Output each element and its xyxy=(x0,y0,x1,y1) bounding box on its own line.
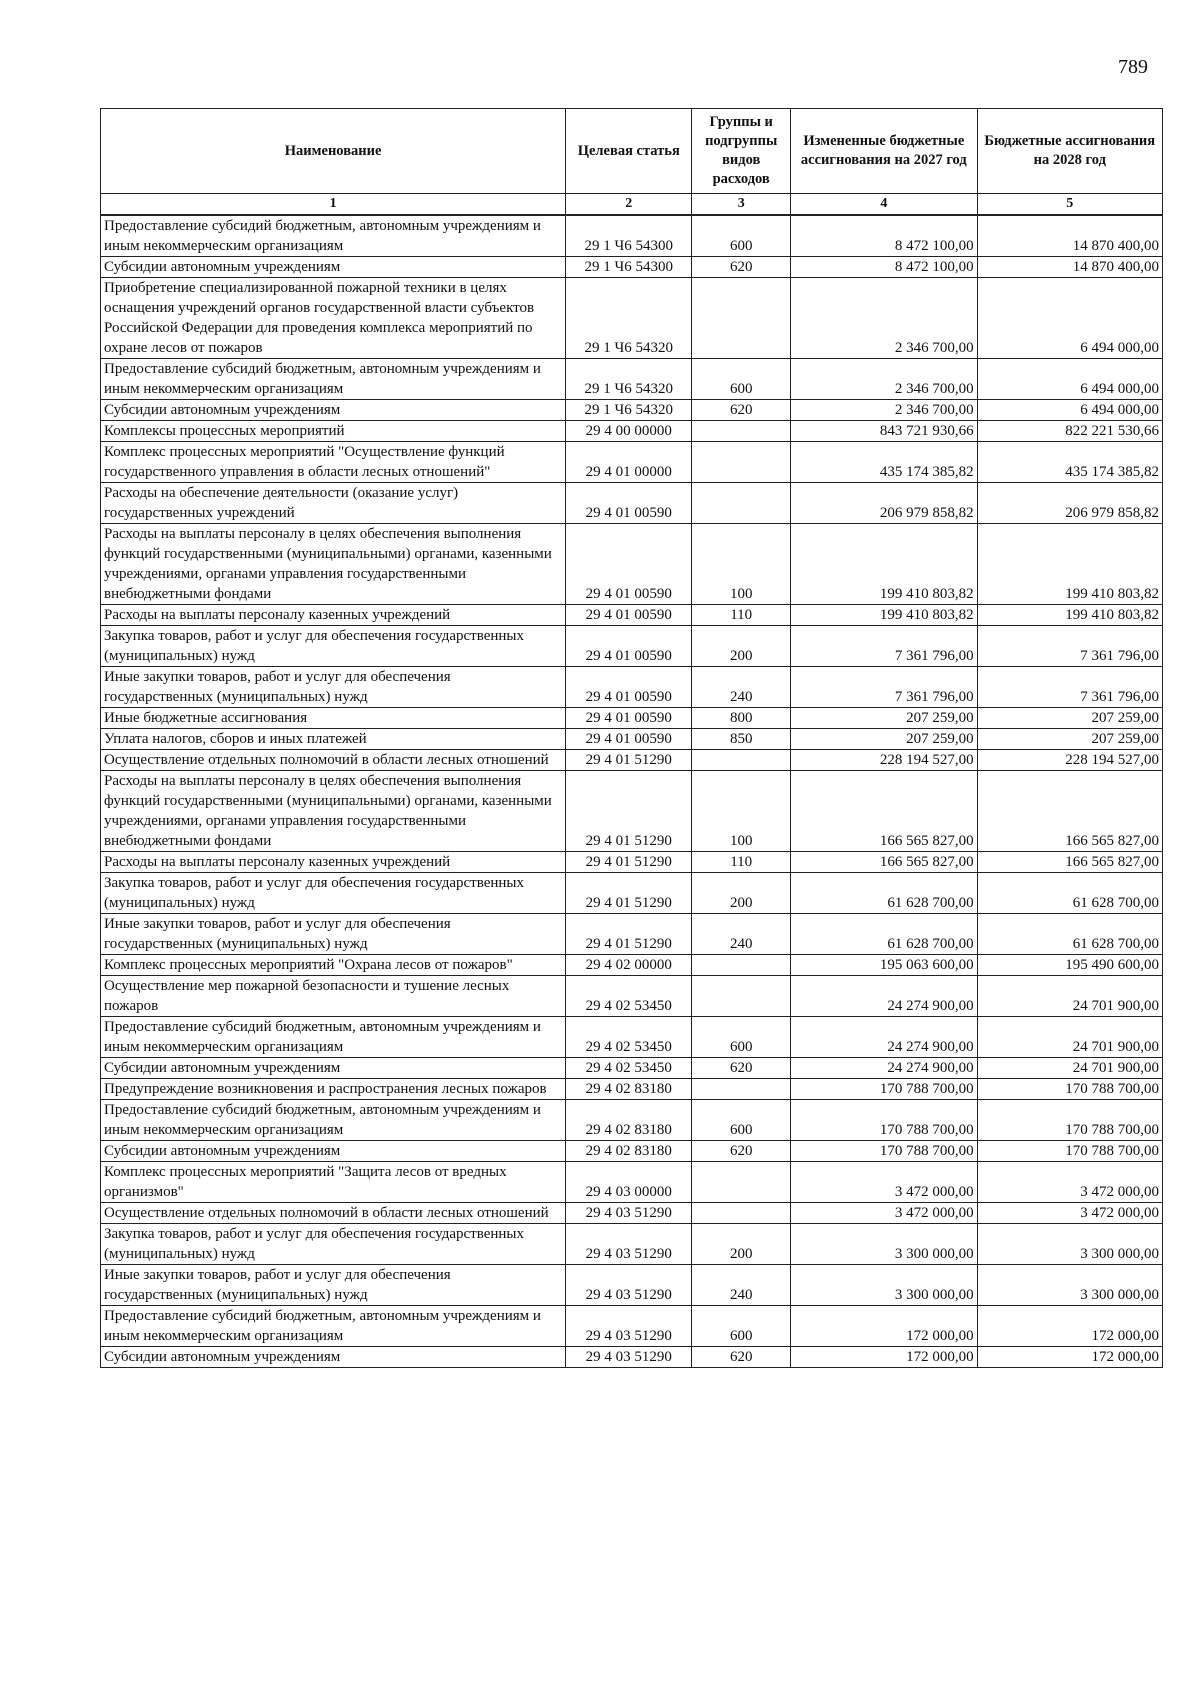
table-row xyxy=(101,1265,1163,1306)
table-row xyxy=(101,1141,1163,1162)
cell-amount-2028: 24 701 900,00 xyxy=(977,1058,1162,1079)
header-expense-groups: Группы и подгруппы видов расходов xyxy=(692,109,791,194)
cell-amount-2027: 61 628 700,00 xyxy=(791,873,978,914)
cell-amount-2028: 199 410 803,82 xyxy=(977,524,1162,605)
cell-amount-2027: 8 472 100,00 xyxy=(791,215,978,257)
cell-name: Предупреждение возникновения и распространения лесных пожаров xyxy=(101,1079,566,1100)
cell-expense-group xyxy=(692,976,791,1017)
cell-expense-group xyxy=(692,442,791,483)
cell-amount-2027: 207 259,00 xyxy=(791,708,978,729)
cell-amount-2028: 14 870 400,00 xyxy=(977,215,1162,257)
cell-name: Иные закупки товаров, работ и услуг для обеспечения государственных (муниципальных) нужд xyxy=(101,667,566,708)
cell-name: Иные бюджетные ассигнования xyxy=(101,708,566,729)
cell-name: Приобретение специализированной пожарной техники в целях оснащения учреждений органов государственной власти субъектов Российской Федерации для проведения комплекса мероприятий по охране лесов от пожаров xyxy=(101,278,566,359)
cell-name: Расходы на обеспечение деятельности (оказание услуг) государственных учреждений xyxy=(101,483,566,524)
cell-amount-2027: 166 565 827,00 xyxy=(791,771,978,852)
cell-name: Субсидии автономным учреждениям xyxy=(101,400,566,421)
table-header-row xyxy=(101,109,1163,194)
cell-expense-group: 200 xyxy=(692,873,791,914)
cell-amount-2027: 166 565 827,00 xyxy=(791,852,978,873)
cell-name: Закупка товаров, работ и услуг для обеспечения государственных (муниципальных) нужд xyxy=(101,1224,566,1265)
cell-name: Расходы на выплаты персоналу в целях обеспечения выполнения функций государственными (муниципальными) органами, казенными учреждениями, органами управления государственными внебюджетными фондами xyxy=(101,771,566,852)
cell-amount-2027: 172 000,00 xyxy=(791,1306,978,1347)
cell-target-article: 29 4 01 00590 xyxy=(566,667,692,708)
table-row xyxy=(101,1162,1163,1203)
cell-name: Комплекс процессных мероприятий "Осуществление функций государственного управления в области лесных отношений" xyxy=(101,442,566,483)
table-body xyxy=(101,215,1163,1368)
cell-target-article: 29 4 03 51290 xyxy=(566,1306,692,1347)
cell-amount-2027: 199 410 803,82 xyxy=(791,605,978,626)
cell-expense-group xyxy=(692,421,791,442)
cell-name: Комплекс процессных мероприятий "Охрана лесов от пожаров" xyxy=(101,955,566,976)
cell-amount-2027: 3 472 000,00 xyxy=(791,1162,978,1203)
cell-target-article: 29 4 01 00590 xyxy=(566,708,692,729)
table-row xyxy=(101,955,1163,976)
cell-amount-2027: 7 361 796,00 xyxy=(791,626,978,667)
cell-name: Осуществление отдельных полномочий в области лесных отношений xyxy=(101,750,566,771)
cell-amount-2027: 172 000,00 xyxy=(791,1347,978,1368)
header-amount-2028: Бюджетные ассигнования на 2028 год xyxy=(977,109,1162,194)
cell-target-article: 29 4 02 00000 xyxy=(566,955,692,976)
cell-target-article: 29 4 01 51290 xyxy=(566,852,692,873)
cell-amount-2027: 170 788 700,00 xyxy=(791,1079,978,1100)
cell-target-article: 29 4 02 83180 xyxy=(566,1100,692,1141)
cell-amount-2028: 24 701 900,00 xyxy=(977,976,1162,1017)
table-row xyxy=(101,708,1163,729)
cell-amount-2027: 24 274 900,00 xyxy=(791,1058,978,1079)
cell-amount-2027: 24 274 900,00 xyxy=(791,976,978,1017)
cell-name: Субсидии автономным учреждениям xyxy=(101,257,566,278)
cell-name: Расходы на выплаты персоналу казенных учреждений xyxy=(101,605,566,626)
cell-target-article: 29 4 02 53450 xyxy=(566,976,692,1017)
cell-amount-2028: 24 701 900,00 xyxy=(977,1017,1162,1058)
table-row xyxy=(101,1017,1163,1058)
column-number-row xyxy=(101,194,1163,216)
cell-amount-2028: 61 628 700,00 xyxy=(977,873,1162,914)
cell-amount-2027: 3 300 000,00 xyxy=(791,1224,978,1265)
table-row xyxy=(101,852,1163,873)
cell-expense-group: 600 xyxy=(692,359,791,400)
cell-name: Расходы на выплаты персоналу казенных учреждений xyxy=(101,852,566,873)
cell-target-article: 29 4 00 00000 xyxy=(566,421,692,442)
cell-expense-group: 600 xyxy=(692,215,791,257)
cell-target-article: 29 4 02 83180 xyxy=(566,1079,692,1100)
cell-name: Расходы на выплаты персоналу в целях обеспечения выполнения функций государственными (муниципальными) органами, казенными учреждениями, органами управления государственными внебюджетными фондами xyxy=(101,524,566,605)
cell-name: Закупка товаров, работ и услуг для обеспечения государственных (муниципальных) нужд xyxy=(101,873,566,914)
cell-name: Иные закупки товаров, работ и услуг для обеспечения государственных (муниципальных) нужд xyxy=(101,1265,566,1306)
cell-expense-group xyxy=(692,955,791,976)
budget-table xyxy=(100,108,1163,1368)
cell-target-article: 29 4 03 51290 xyxy=(566,1203,692,1224)
cell-amount-2027: 2 346 700,00 xyxy=(791,278,978,359)
cell-amount-2027: 206 979 858,82 xyxy=(791,483,978,524)
cell-amount-2028: 6 494 000,00 xyxy=(977,359,1162,400)
table-row xyxy=(101,421,1163,442)
cell-amount-2027: 195 063 600,00 xyxy=(791,955,978,976)
cell-expense-group: 200 xyxy=(692,1224,791,1265)
table-row xyxy=(101,1203,1163,1224)
cell-expense-group: 240 xyxy=(692,1265,791,1306)
table-row xyxy=(101,976,1163,1017)
cell-amount-2028: 3 472 000,00 xyxy=(977,1203,1162,1224)
table-row xyxy=(101,1347,1163,1368)
header-name: Наименование xyxy=(101,109,566,194)
table-row xyxy=(101,729,1163,750)
cell-expense-group: 600 xyxy=(692,1100,791,1141)
table-row xyxy=(101,605,1163,626)
cell-amount-2028: 3 472 000,00 xyxy=(977,1162,1162,1203)
cell-amount-2028: 170 788 700,00 xyxy=(977,1100,1162,1141)
table-row xyxy=(101,359,1163,400)
cell-amount-2028: 170 788 700,00 xyxy=(977,1141,1162,1162)
cell-amount-2028: 207 259,00 xyxy=(977,729,1162,750)
table-row xyxy=(101,667,1163,708)
cell-name: Предоставление субсидий бюджетным, автономным учреждениям и иным некоммерческим организациям xyxy=(101,1017,566,1058)
table-row xyxy=(101,524,1163,605)
cell-amount-2028: 6 494 000,00 xyxy=(977,278,1162,359)
header-amount-2027: Измененные бюджетные ассигнования на 2027 год xyxy=(791,109,978,194)
cell-name: Предоставление субсидий бюджетным, автономным учреждениям и иным некоммерческим организациям xyxy=(101,215,566,257)
cell-name: Предоставление субсидий бюджетным, автономным учреждениям и иным некоммерческим организациям xyxy=(101,359,566,400)
cell-expense-group xyxy=(692,278,791,359)
cell-target-article: 29 4 01 00590 xyxy=(566,729,692,750)
table-row xyxy=(101,442,1163,483)
cell-target-article: 29 4 01 51290 xyxy=(566,914,692,955)
cell-amount-2028: 6 494 000,00 xyxy=(977,400,1162,421)
table-row xyxy=(101,626,1163,667)
table-row xyxy=(101,1058,1163,1079)
cell-name: Предоставление субсидий бюджетным, автономным учреждениям и иным некоммерческим организациям xyxy=(101,1306,566,1347)
table-row xyxy=(101,1306,1163,1347)
table-row xyxy=(101,215,1163,257)
cell-expense-group: 600 xyxy=(692,1306,791,1347)
cell-name: Комплексы процессных мероприятий xyxy=(101,421,566,442)
cell-amount-2027: 2 346 700,00 xyxy=(791,400,978,421)
cell-amount-2028: 166 565 827,00 xyxy=(977,852,1162,873)
cell-target-article: 29 4 03 51290 xyxy=(566,1224,692,1265)
cell-target-article: 29 4 01 51290 xyxy=(566,750,692,771)
cell-target-article: 29 4 02 53450 xyxy=(566,1058,692,1079)
cell-target-article: 29 1 Ч6 54320 xyxy=(566,278,692,359)
cell-expense-group: 620 xyxy=(692,1141,791,1162)
cell-amount-2027: 199 410 803,82 xyxy=(791,524,978,605)
cell-expense-group: 110 xyxy=(692,605,791,626)
cell-expense-group: 850 xyxy=(692,729,791,750)
table-row xyxy=(101,771,1163,852)
cell-target-article: 29 4 01 00590 xyxy=(566,605,692,626)
table-row xyxy=(101,400,1163,421)
cell-amount-2027: 2 346 700,00 xyxy=(791,359,978,400)
cell-expense-group: 200 xyxy=(692,626,791,667)
cell-amount-2027: 170 788 700,00 xyxy=(791,1141,978,1162)
cell-amount-2028: 14 870 400,00 xyxy=(977,257,1162,278)
cell-amount-2027: 3 300 000,00 xyxy=(791,1265,978,1306)
cell-amount-2028: 195 490 600,00 xyxy=(977,955,1162,976)
cell-expense-group: 100 xyxy=(692,771,791,852)
cell-expense-group: 620 xyxy=(692,1058,791,1079)
cell-expense-group: 240 xyxy=(692,667,791,708)
cell-amount-2028: 199 410 803,82 xyxy=(977,605,1162,626)
cell-target-article: 29 4 01 00590 xyxy=(566,626,692,667)
cell-target-article: 29 1 Ч6 54320 xyxy=(566,359,692,400)
cell-amount-2028: 3 300 000,00 xyxy=(977,1224,1162,1265)
table-row xyxy=(101,278,1163,359)
cell-amount-2027: 7 361 796,00 xyxy=(791,667,978,708)
cell-amount-2028: 172 000,00 xyxy=(977,1306,1162,1347)
cell-target-article: 29 4 01 00590 xyxy=(566,524,692,605)
cell-target-article: 29 4 01 51290 xyxy=(566,873,692,914)
cell-amount-2028: 7 361 796,00 xyxy=(977,667,1162,708)
cell-name: Предоставление субсидий бюджетным, автономным учреждениям и иным некоммерческим организациям xyxy=(101,1100,566,1141)
cell-target-article: 29 1 Ч6 54300 xyxy=(566,215,692,257)
cell-target-article: 29 4 02 83180 xyxy=(566,1141,692,1162)
table-row xyxy=(101,750,1163,771)
cell-expense-group xyxy=(692,483,791,524)
cell-expense-group xyxy=(692,1162,791,1203)
cell-expense-group: 620 xyxy=(692,1347,791,1368)
cell-amount-2027: 207 259,00 xyxy=(791,729,978,750)
cell-amount-2027: 843 721 930,66 xyxy=(791,421,978,442)
cell-amount-2027: 61 628 700,00 xyxy=(791,914,978,955)
column-number: 2 xyxy=(566,194,692,216)
column-number: 3 xyxy=(692,194,791,216)
cell-amount-2027: 24 274 900,00 xyxy=(791,1017,978,1058)
cell-amount-2027: 228 194 527,00 xyxy=(791,750,978,771)
table-row xyxy=(101,257,1163,278)
table-row xyxy=(101,1079,1163,1100)
table-row xyxy=(101,483,1163,524)
cell-name: Осуществление мер пожарной безопасности и тушение лесных пожаров xyxy=(101,976,566,1017)
cell-target-article: 29 4 01 00590 xyxy=(566,483,692,524)
cell-amount-2028: 207 259,00 xyxy=(977,708,1162,729)
cell-amount-2028: 7 361 796,00 xyxy=(977,626,1162,667)
cell-expense-group: 800 xyxy=(692,708,791,729)
cell-amount-2028: 166 565 827,00 xyxy=(977,771,1162,852)
cell-amount-2028: 170 788 700,00 xyxy=(977,1079,1162,1100)
cell-target-article: 29 4 03 51290 xyxy=(566,1347,692,1368)
cell-expense-group: 620 xyxy=(692,257,791,278)
cell-amount-2028: 822 221 530,66 xyxy=(977,421,1162,442)
cell-amount-2028: 228 194 527,00 xyxy=(977,750,1162,771)
cell-amount-2028: 172 000,00 xyxy=(977,1347,1162,1368)
cell-target-article: 29 4 02 53450 xyxy=(566,1017,692,1058)
cell-expense-group xyxy=(692,750,791,771)
table-row xyxy=(101,873,1163,914)
column-number: 5 xyxy=(977,194,1162,216)
cell-name: Закупка товаров, работ и услуг для обеспечения государственных (муниципальных) нужд xyxy=(101,626,566,667)
cell-target-article: 29 1 Ч6 54300 xyxy=(566,257,692,278)
table-row xyxy=(101,1100,1163,1141)
cell-amount-2028: 3 300 000,00 xyxy=(977,1265,1162,1306)
column-number: 1 xyxy=(101,194,566,216)
cell-name: Иные закупки товаров, работ и услуг для обеспечения государственных (муниципальных) нужд xyxy=(101,914,566,955)
cell-target-article: 29 1 Ч6 54320 xyxy=(566,400,692,421)
page-number: 789 xyxy=(1118,56,1148,78)
cell-name: Субсидии автономным учреждениям xyxy=(101,1058,566,1079)
cell-expense-group xyxy=(692,1203,791,1224)
cell-amount-2028: 206 979 858,82 xyxy=(977,483,1162,524)
table-row xyxy=(101,914,1163,955)
table-row xyxy=(101,1224,1163,1265)
cell-expense-group xyxy=(692,1079,791,1100)
cell-amount-2027: 3 472 000,00 xyxy=(791,1203,978,1224)
cell-amount-2027: 170 788 700,00 xyxy=(791,1100,978,1141)
cell-expense-group: 620 xyxy=(692,400,791,421)
cell-amount-2028: 61 628 700,00 xyxy=(977,914,1162,955)
cell-target-article: 29 4 03 00000 xyxy=(566,1162,692,1203)
cell-target-article: 29 4 03 51290 xyxy=(566,1265,692,1306)
cell-name: Комплекс процессных мероприятий "Защита лесов от вредных организмов" xyxy=(101,1162,566,1203)
cell-name: Уплата налогов, сборов и иных платежей xyxy=(101,729,566,750)
cell-expense-group: 240 xyxy=(692,914,791,955)
cell-expense-group: 100 xyxy=(692,524,791,605)
column-number: 4 xyxy=(791,194,978,216)
cell-amount-2028: 435 174 385,82 xyxy=(977,442,1162,483)
cell-expense-group: 110 xyxy=(692,852,791,873)
cell-name: Субсидии автономным учреждениям xyxy=(101,1347,566,1368)
header-target-article: Целевая статья xyxy=(566,109,692,194)
cell-amount-2027: 435 174 385,82 xyxy=(791,442,978,483)
cell-target-article: 29 4 01 51290 xyxy=(566,771,692,852)
cell-name: Субсидии автономным учреждениям xyxy=(101,1141,566,1162)
cell-expense-group: 600 xyxy=(692,1017,791,1058)
cell-amount-2027: 8 472 100,00 xyxy=(791,257,978,278)
cell-target-article: 29 4 01 00000 xyxy=(566,442,692,483)
cell-name: Осуществление отдельных полномочий в области лесных отношений xyxy=(101,1203,566,1224)
